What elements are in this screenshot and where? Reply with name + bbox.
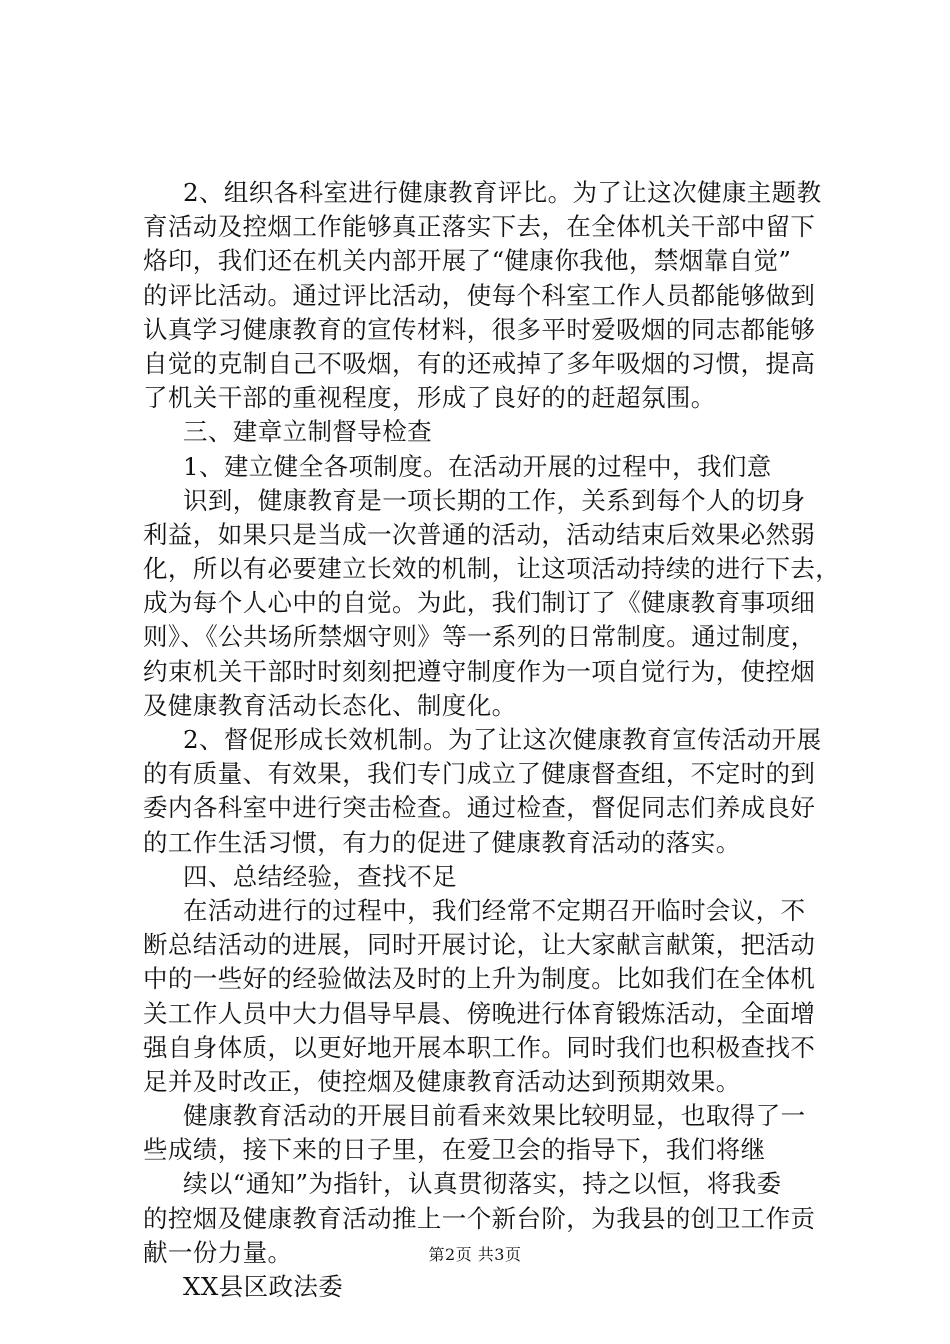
paragraph-line: 强自身体质，以更好地开展本职工作。同时我们也积极查找不 xyxy=(143,1032,816,1062)
paragraph-line: 约束机关干部时时刻刻把遵守制度作为一项自觉行为，使控烟 xyxy=(143,656,816,686)
paragraph-line: 识到，健康教育是一项长期的工作，关系到每个人的切身 xyxy=(183,485,806,515)
document-body xyxy=(143,176,841,1304)
paragraph-line: 在活动进行的过程中，我们经常不定期召开临时会议，不 xyxy=(183,895,806,925)
paragraph-line: 烙印，我们还在机关内部开展了“健康你我他，禁烟靠自觉” xyxy=(143,246,792,276)
paragraph-line: 自觉的克制自己不吸烟，有的还戒掉了多年吸烟的习惯，提高 xyxy=(143,348,816,378)
paragraph-line: 的评比活动。通过评比活动，使每个科室工作人员都能够做到 xyxy=(143,280,816,310)
paragraph-line: 认真学习健康教育的宣传材料，很多平时爱吸烟的同志都能够 xyxy=(143,314,816,344)
paragraph-line: 1、建立健全各项制度。在活动开展的过程中，我们意 xyxy=(183,451,772,481)
paragraph-line: 了机关干部的重视程度，形成了良好的的赶超氛围。 xyxy=(143,383,716,413)
section-heading: 三、建章立制督导检查 xyxy=(183,417,432,447)
paragraph-line: 续以“通知”为指针，认真贯彻落实，持之以恒，将我委 xyxy=(183,1169,782,1199)
paragraph-line: 利益，如果只是当成一次普通的活动，活动结束后效果必然弱 xyxy=(143,519,816,549)
paragraph-line: 献一份力量。 xyxy=(143,1237,293,1267)
paragraph-line: 2、督促形成长效机制。为了让这次健康教育宣传活动开展 xyxy=(183,725,822,754)
paragraph-line: 断总结活动的进展，同时开展讨论，让大家献言献策，把活动 xyxy=(143,930,816,960)
paragraph-line: 的控烟及健康教育活动推上一个新台阶，为我县的创卫工作贡 xyxy=(143,1203,816,1233)
paragraph-line: 成为每个人心中的自觉。为此，我们制订了《健康教育事项细 xyxy=(143,588,816,618)
signature-org: XX县区政法委 xyxy=(183,1272,344,1301)
page-footer: 第2页 共3页 xyxy=(428,1245,522,1264)
paragraph-line: 2、组织各科室进行健康教育评比。为了让这次健康主题教 xyxy=(183,178,822,207)
paragraph-line: 及健康教育活动长态化、制度化。 xyxy=(143,690,517,720)
paragraph-line: 健康教育活动的开展目前看来效果比较明显，也取得了一 xyxy=(183,1101,806,1131)
section-heading: 四、总结经验，查找不足 xyxy=(183,861,457,891)
paragraph-line: 中的一些好的经验做法及时的上升为制度。比如我们在全体机 xyxy=(143,964,816,994)
paragraph-line: 育活动及控烟工作能够真正落实下去，在全体机关干部中留下 xyxy=(143,212,816,242)
paragraph-line: 的有质量、有效果，我们专门成立了健康督查组，不定时的到 xyxy=(143,759,816,789)
paragraph-line: 化，所以有必要建立长效的机制，让这项活动持续的进行下去， xyxy=(143,554,841,584)
paragraph-line: 关工作人员中大力倡导早晨、傍晚进行体育锻炼活动，全面增 xyxy=(143,998,816,1028)
paragraph-line: 委内各科室中进行突击检查。通过检查，督促同志们养成良好 xyxy=(143,793,816,823)
paragraph-line: 些成绩，接下来的日子里，在爱卫会的指导下，我们将继 xyxy=(143,1135,766,1165)
paragraph-line: 则》、《公共场所禁烟守则》等一系列的日常制度。通过制度， xyxy=(143,622,816,652)
paragraph-line: 足并及时改正，使控烟及健康教育活动达到预期效果。 xyxy=(143,1066,741,1096)
paragraph-line: 的工作生活习惯，有力的促进了健康教育活动的落实。 xyxy=(143,827,741,857)
